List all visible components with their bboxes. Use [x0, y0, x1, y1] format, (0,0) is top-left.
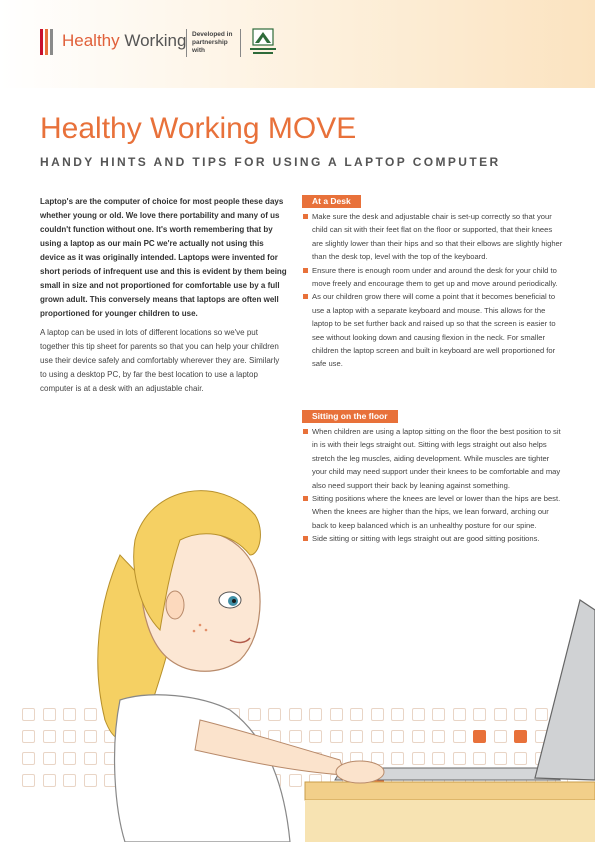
at-a-desk-list: [302, 210, 564, 371]
header-divider-2: [240, 29, 241, 57]
page-title: Healthy Working MOVE: [40, 112, 357, 145]
list-item-text: As our children grow there will come a point that it becomes beneficial to use a laptop with a separate keyboard and mouse. This allows for the laptop to be set further back and raised up so that the screen is easier to see without looking down and causing flexion in the neck. For smaller children the laptop screen and built in keyboard are well proportioned for safe use.: [312, 292, 556, 369]
bullet-square-icon: [303, 214, 308, 219]
grid-square: [22, 774, 35, 787]
intro-paragraph: A laptop can be used in lots of different locations so we've put together this tip sheet for parents so that you can help your children use their device safely and comfortably wherever they are. Similarly to using a desktop PC, by far the best location to use a laptop computer is at a desk with an adjustable chair.: [40, 328, 280, 393]
partnership-line-2: partnership: [192, 39, 228, 46]
grid-square: [43, 774, 56, 787]
list-item: [302, 210, 564, 264]
brand-name-part2: Working: [119, 31, 187, 50]
list-item-text: Make sure the desk and adjustable chair is set-up correctly so that your child can sit with their feet flat on the floor or supported, that their knees are slightly lower than their hips and so that their elbows are slightly higher than the desk top, level with the top of the keyboard.: [312, 212, 563, 262]
grid-square: [43, 730, 56, 743]
brand-name-part1: Healthy: [62, 31, 120, 50]
health-safety-laboratory-logo: [248, 27, 278, 59]
list-item-text: Side sitting or sitting with legs straight out are good sitting positions.: [312, 534, 540, 544]
grid-square: [63, 730, 76, 743]
list-item-text: When children are using a laptop sitting on the floor the best position to sit in is with their legs straight out. Sitting with legs straight out also helps stretch the leg muscles, aiding development. While muscles are tighter your child may need support under their knees to be comfortable and may also need support their back by leaning against something.: [312, 427, 561, 490]
bullet-square-icon: [303, 294, 308, 299]
partnership-note: [192, 31, 242, 55]
grid-square: [43, 752, 56, 765]
grid-square: [22, 752, 35, 765]
bullet-square-icon: [303, 429, 308, 434]
child-using-laptop-illustration: [80, 460, 595, 842]
partnership-line-3: with: [192, 47, 205, 54]
section-heading-at-a-desk: At a Desk: [302, 195, 361, 208]
grid-square: [63, 752, 76, 765]
brand-stripes-icon: [40, 29, 54, 55]
bullet-square-icon: [303, 268, 308, 273]
grid-square: [63, 774, 76, 787]
header-divider: [186, 29, 187, 57]
page-subtitle: HANDY HINTS AND TIPS FOR USING A LAPTOP COMPUTER: [40, 155, 501, 169]
partnership-line-1: Developed in: [192, 31, 233, 38]
list-item-text: Sitting positions where the knees are level or lower than the hips are best. When the knees are higher than the hips, we lean forward, arching our back to keep balanced which is an unhealthy posture for our spine.: [312, 494, 561, 530]
grid-square: [22, 708, 35, 721]
section-heading-sitting-on-the-floor: Sitting on the floor: [302, 410, 398, 423]
grid-square: [22, 730, 35, 743]
list-item: [302, 264, 564, 291]
brand-name: [62, 31, 186, 51]
list-item: [302, 290, 564, 370]
list-item-text: Ensure there is enough room under and around the desk for your child to move freely and encourage them to get up and move around periodically.: [312, 265, 558, 289]
page-header: [0, 0, 595, 88]
grid-square: [43, 708, 56, 721]
intro-bold-paragraph: Laptop's are the computer of choice for most people these days whether young or old. We love there portability and many of us couldn't function without one. It's worth remembering that by using a laptop as our main PC we're actually not using this device as it was originally intended. Laptops were invented for short periods of infrequent use and this is evident by them being small in size and not proportioned for comfortable use by a full grown adult. This conversely means that laptops are often well proportioned for younger children to use.: [40, 197, 287, 318]
grid-square: [63, 708, 76, 721]
